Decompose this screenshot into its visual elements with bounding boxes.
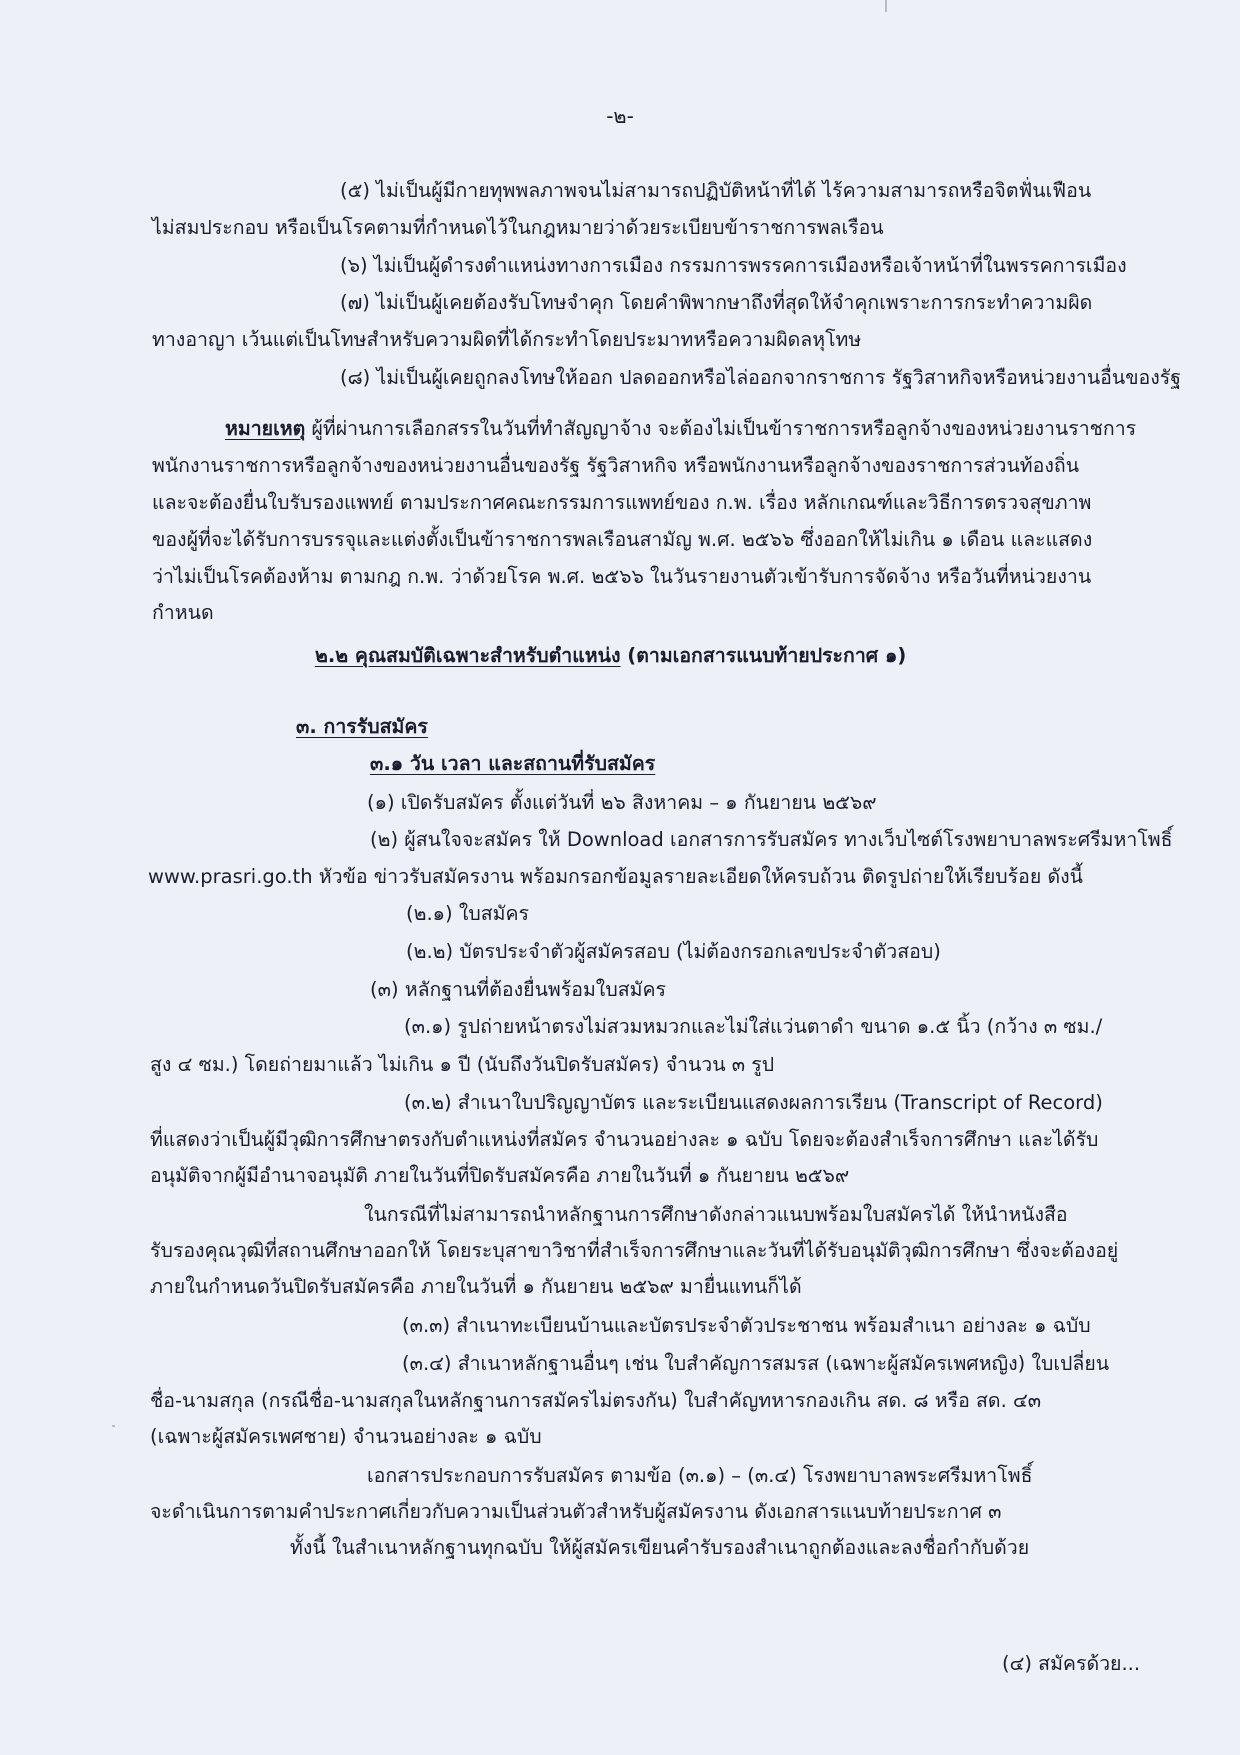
item-3: (๓) หลักฐานที่ต้องยื่นพร้อมใบสมัคร [370,978,666,1001]
page-number: -๒- [606,104,634,128]
note-line-6: กำหนด [152,601,214,624]
note-line-1 [225,414,1136,444]
section-3-1-heading: ๓.๑ วัน เวลา และสถานที่รับสมัคร [370,752,656,775]
item-3-4-line-2: ชื่อ-นามสกุล (กรณีชื่อ-นามสกุลในหลักฐานการสมัครไม่ตรงกัน) ใบสำคัญทหารกองเกิน สด. ๘ หรือ สด. ๔๓ [150,1389,1042,1412]
documents-line-1: เอกสารประกอบการรับสมัคร ตามข้อ (๓.๑) – (๓.๔) โรงพยาบาลพระศรีมหาโพธิ์ [367,1464,1033,1487]
case-note-line-2: รับรองคุณวุฒิที่สถานศึกษาออกให้ โดยระบุสาขาวิชาที่สำเร็จการศึกษาและวันที่ได้รับอนุมัติวุฒิการศึกษา ซึ่งจะต้องอยู่ [150,1239,1119,1262]
item-2-line-1: (๒) ผู้สนใจจะสมัคร ให้ Download เอกสารการรับสมัคร ทางเว็บไซต์โรงพยาบาลพระศรีมหาโพธิ์ [370,828,1173,851]
continuation-footer: (๔) สมัครด้วย... [1002,1652,1141,1675]
qualification-8: (๘) ไม่เป็นผู้เคยถูกลงโทษให้ออก ปลดออกหรือไล่ออกจากราชการ รัฐวิสาหกิจหรือหน่วยงานอื่นของรัฐ [340,366,1181,389]
qualification-7-line-1: (๗) ไม่เป็นผู้เคยต้องรับโทษจำคุก โดยคำพิพากษาถึงที่สุดให้จำคุกเพราะการกระทำความผิด [340,291,1093,314]
documents-line-3: ทั้งนี้ ในสำเนาหลักฐานทุกฉบับ ให้ผู้สมัครเขียนคำรับรองสำเนาถูกต้องและลงชื่อกำกับด้วย [290,1536,1030,1559]
scan-mark [112,1425,115,1427]
section-3-heading: ๓. การรับสมัคร [296,715,428,738]
note-line-4: ของผู้ที่จะได้รับการบรรจุและแต่งตั้งเป็นข้าราชการพลเรือนสามัญ พ.ศ. ๒๕๖๖ ซึ่งออกให้ไม่เกิน ๑ เดือน และแสดง [152,528,1093,551]
item-3-4-line-1: (๓.๔) สำเนาหลักฐานอื่นๆ เช่น ใบสำคัญการสมรส (เฉพาะผู้สมัครเพศหญิง) ใบเปลี่ยน [402,1352,1110,1375]
item-3-2-line-1: (๓.๒) สำเนาใบปริญญาบัตร และระเบียนแสดงผลการเรียน (Transcript of Record) [404,1091,1103,1114]
item-3-1-line-2: สูง ๔ ซม.) โดยถ่ายมาแล้ว ไม่เกิน ๑ ปี (นับถึงวันปิดรับสมัคร) จำนวน ๓ รูป [150,1053,775,1076]
scan-mark [885,0,887,12]
section-2-2-suffix: (ตามเอกสารแนบท้ายประกาศ ๑) [620,644,907,667]
item-3-2-line-3: อนุมัติจากผู้มีอำนาจอนุมัติ ภายในวันที่ปิดรับสมัครคือ ภายในวันที่ ๑ กันยายน ๒๕๖๙ [150,1164,850,1187]
qualification-5-line-2: ไม่สมประกอบ หรือเป็นโรคตามที่กำหนดไว้ในกฎหมายว่าด้วยระเบียบข้าราชการพลเรือน [152,216,884,239]
note-line-3: และจะต้องยื่นใบรับรองแพทย์ ตามประกาศคณะกรรมการแพทย์ของ ก.พ. เรื่อง หลักเกณฑ์และวิธีการตรวจสุขภาพ [152,491,1092,514]
case-note-line-1: ในกรณีที่ไม่สามารถนำหลักฐานการศึกษาดังกล่าวแนบพร้อมใบสมัครได้ ให้นำหนังสือ [364,1203,1068,1226]
documents-line-2: จะดำเนินการตามคำประกาศเกี่ยวกับความเป็นส่วนตัวสำหรับผู้สมัครงาน ดังเอกสารแนบท้ายประกาศ ๓ [150,1500,1002,1523]
case-note-line-3: ภายในกำหนดวันปิดรับสมัครคือ ภายในวันที่ ๑ กันยายน ๒๕๖๙ มายื่นแทนก็ได้ [150,1275,802,1298]
item-2-2: (๒.๒) บัตรประจำตัวผู้สมัครสอบ (ไม่ต้องกรอกเลขประจำตัวสอบ) [406,940,941,963]
item-2-1: (๒.๑) ใบสมัคร [406,902,530,925]
section-2-2-title: ๒.๒ คุณสมบัติเฉพาะสำหรับตำแหน่ง [315,644,621,667]
note-line-2: พนักงานราชการหรือลูกจ้างของหน่วยงานอื่นของรัฐ รัฐวิสาหกิจ หรือพนักงานหรือลูกจ้างของราชการส่วนท้องถิ่น [152,454,1080,477]
note-text: ผู้ที่ผ่านการเลือกสรรในวันที่ทำสัญญาจ้าง จะต้องไม่เป็นข้าราชการหรือลูกจ้างของหน่วยงานราชการ [305,417,1137,440]
item-2-line-2: www.prasri.go.th หัวข้อ ข่าวรับสมัครงาน พร้อมกรอกข้อมูลรายละเอียดให้ครบถ้วน ติดรูปถ่ายให้เรียบร้อย ดังนี้ [148,865,1083,888]
item-3-2-line-2: ที่แสดงว่าเป็นผู้มีวุฒิการศึกษาตรงกับตำแหน่งที่สมัคร จำนวนอย่างละ ๑ ฉบับ โดยจะต้องสำเร็จการศึกษา และได้รับ [150,1128,1099,1151]
section-2-2-heading [315,641,906,671]
item-1: (๑) เปิดรับสมัคร ตั้งแต่วันที่ ๒๖ สิงหาคม – ๑ กันยายน ๒๕๖๙ [367,791,877,814]
note-line-5: ว่าไม่เป็นโรคต้องห้าม ตามกฎ ก.พ. ว่าด้วยโรค พ.ศ. ๒๕๖๖ ในวันรายงานตัวเข้ารับการจัดจ้าง หรือวันที่หน่วยงาน [152,565,1092,588]
item-3-1-line-1: (๓.๑) รูปถ่ายหน้าตรงไม่สวมหมวกและไม่ใส่แว่นตาดำ ขนาด ๑.๕ นิ้ว (กว้าง ๓ ซม./ [404,1015,1103,1038]
item-3-4-line-3: (เฉพาะผู้สมัครเพศชาย) จำนวนอย่างละ ๑ ฉบับ [150,1425,542,1448]
note-label: หมายเหตุ [225,417,306,440]
qualification-6: (๖) ไม่เป็นผู้ดำรงตำแหน่งทางการเมือง กรรมการพรรคการเมืองหรือเจ้าหน้าที่ในพรรคการเมือง [340,254,1127,277]
qualification-7-line-2: ทางอาญา เว้นแต่เป็นโทษสำหรับความผิดที่ได้กระทำโดยประมาทหรือความผิดลหุโทษ [152,328,862,351]
item-3-3: (๓.๓) สำเนาทะเบียนบ้านและบัตรประจำตัวประชาชน พร้อมสำเนา อย่างละ ๑ ฉบับ [402,1314,1091,1337]
qualification-5-line-1: (๕) ไม่เป็นผู้มีกายทุพพลภาพจนไม่สามารถปฏิบัติหน้าที่ได้ ไร้ความสามารถหรือจิตฟั่นเฟือน [340,179,1092,202]
